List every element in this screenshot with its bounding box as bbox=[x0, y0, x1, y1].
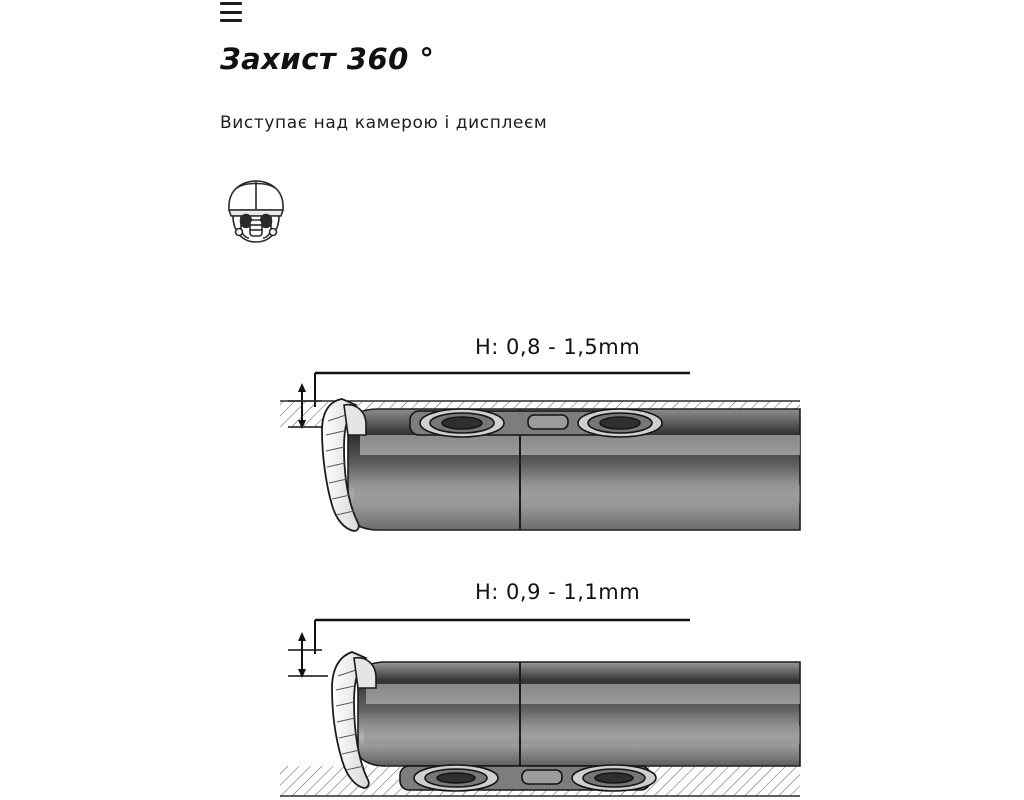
stormtrooper-helmet-icon bbox=[219, 176, 293, 248]
camera-dimension-label: H: 0,8 - 1,5mm bbox=[475, 335, 641, 359]
menu-bar-1 bbox=[220, 2, 242, 5]
page-subtitle: Виступає над камерою і дисплеєм bbox=[220, 113, 548, 133]
display-cross-section-illustration bbox=[270, 580, 810, 800]
display-protrusion-diagram bbox=[270, 580, 810, 800]
menu-bar-2 bbox=[220, 11, 242, 14]
camera-protrusion-diagram bbox=[270, 335, 810, 550]
display-dimension-label: H: 0,9 - 1,1mm bbox=[475, 580, 641, 604]
menu-bar-3 bbox=[220, 19, 242, 22]
camera-cross-section-illustration bbox=[270, 335, 810, 550]
hamburger-menu-icon[interactable] bbox=[220, 2, 242, 22]
page-title: Захист 360 ° bbox=[220, 42, 435, 76]
